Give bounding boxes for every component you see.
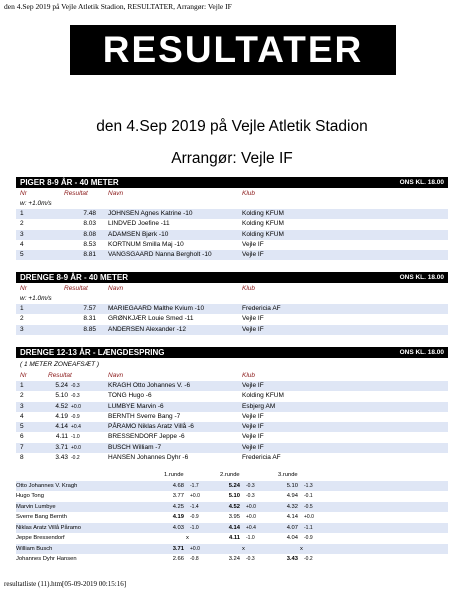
athlete-name: Sverre Bang Bernth xyxy=(16,514,67,520)
attempt-row xyxy=(16,512,448,523)
wind: -0.9 xyxy=(71,413,80,420)
attempt-2-result: 5.24 xyxy=(228,482,240,489)
result: 8.85 xyxy=(83,325,96,333)
page-footer: resultatliste (11).htm[05-09-2019 00:15:16] xyxy=(4,580,127,588)
result-row xyxy=(16,250,448,260)
athlete-name: BUSCH William -7 xyxy=(108,443,162,451)
athlete-name: KORTNUM Smilla Maj -10 xyxy=(108,240,184,248)
result: 8.08 xyxy=(83,230,96,238)
col-nr: Nr xyxy=(20,372,27,379)
column-headers xyxy=(16,370,448,381)
attempt-1-wind: -1.0 xyxy=(190,524,199,531)
attempt-1-result: 3.77 xyxy=(172,493,184,499)
col-result: Resultat xyxy=(64,190,88,197)
attempt-row xyxy=(16,502,448,513)
attempt-2-wind: -0.3 xyxy=(246,482,255,489)
athlete-name: ANDERSEN Alexander -12 xyxy=(108,325,187,333)
club-name: Vejle IF xyxy=(242,412,264,420)
col-nr: Nr xyxy=(20,190,27,197)
attempt-1-wind: +0.0 xyxy=(190,493,200,499)
venue-line: den 4.Sep 2019 på Vejle Atletik Stadion xyxy=(96,118,368,135)
athlete-name: Niklas Aratz Villå Påramo xyxy=(16,524,81,531)
club-name: Vejle IF xyxy=(242,382,264,389)
col-name: Navn xyxy=(108,190,124,197)
attempt-2-wind: -0.3 xyxy=(246,556,255,562)
attempt-3-result: 4.04 xyxy=(286,535,298,541)
place: 4 xyxy=(20,240,24,248)
attempt-2-wind: -0.3 xyxy=(246,493,255,499)
attempt-2-result: 4.14 xyxy=(228,524,240,531)
result: 5.24 xyxy=(55,382,68,389)
attempt-3-wind: -1.1 xyxy=(304,524,313,531)
section-title: PIGER 8-9 ÅR - 40 METER xyxy=(20,178,119,187)
club-name: Kolding KFUM xyxy=(242,210,284,217)
result-row xyxy=(16,325,448,335)
athlete-name: ADAMSEN Bjørk -10 xyxy=(108,230,169,238)
attempt-3-wind: -0.9 xyxy=(304,535,313,541)
club-name: Vejle IF xyxy=(242,315,264,323)
attempt-row xyxy=(16,544,448,555)
col-result: Resultat xyxy=(48,372,72,379)
attempt-1-wind: -0.9 xyxy=(190,514,199,520)
result-row xyxy=(16,443,448,453)
club-name: Fredericia AF xyxy=(242,454,281,462)
attempt-3-wind: -0.1 xyxy=(304,493,313,499)
result-row xyxy=(16,209,448,219)
section-piger-40m xyxy=(16,177,448,260)
result-row xyxy=(16,381,448,391)
club-name: Vejle IF xyxy=(242,251,264,259)
result: 3.43 xyxy=(55,454,68,462)
athlete-name: PÅRAMO Niklas Aratz Villå -6 xyxy=(108,423,194,431)
column-headers xyxy=(16,188,448,199)
attempt-2-result: 5.10 xyxy=(228,493,240,499)
attempt-3-wind: -0.2 xyxy=(304,556,313,562)
attempt-1-result: x xyxy=(186,535,189,541)
place: 6 xyxy=(20,433,24,441)
attempt-2-result: 3.24 xyxy=(228,556,240,562)
col-name: Navn xyxy=(108,372,124,379)
attempt-2-wind: +0.0 xyxy=(246,514,256,520)
athlete-name: VANGSGAARD Nanna Bergholt -10 xyxy=(108,251,212,259)
attempt-2-wind: +0.0 xyxy=(246,503,256,510)
attempt-3-result: 4.94 xyxy=(286,493,298,499)
attempt-1-result: 2.66 xyxy=(172,556,184,562)
page-header: den 4.Sep 2019 på Vejle Atletik Stadion, RESULTATER, Arrangør: Vejle IF xyxy=(4,2,232,11)
result-row xyxy=(16,453,448,463)
place: 3 xyxy=(20,325,24,333)
result: 8.31 xyxy=(83,315,96,323)
result: 4.52 xyxy=(55,402,68,410)
col-club: Klub xyxy=(242,372,256,379)
result-row xyxy=(16,240,448,250)
attempt-2-result: 4.11 xyxy=(229,535,240,541)
athlete-name: Jeppe Bressendorf xyxy=(16,535,65,541)
result-row xyxy=(16,304,448,314)
athlete-name: HANSEN Johannes Dyhr -6 xyxy=(108,454,189,462)
athlete-name: JOHNSEN Agnes Katrine -10 xyxy=(108,210,193,217)
club-name: Vejle IF xyxy=(242,325,264,333)
attempt-3-result: x xyxy=(300,545,303,552)
result-row xyxy=(16,391,448,401)
athlete-name: Otto Johannes V. Kragh xyxy=(16,482,78,489)
section-time: ONS KL. 18.00 xyxy=(399,179,444,186)
section-header xyxy=(16,347,448,358)
attempt-2-wind: -1.0 xyxy=(246,535,255,541)
attempt-row xyxy=(16,523,448,534)
section-header xyxy=(16,177,448,188)
club-name: Kolding KFUM xyxy=(242,392,284,400)
result: 7.48 xyxy=(83,210,96,217)
rounds-header xyxy=(16,470,448,481)
club-name: Vejle IF xyxy=(242,240,264,248)
wind: -0.3 xyxy=(71,383,80,389)
result-row xyxy=(16,422,448,432)
result-row xyxy=(16,412,448,422)
attempt-row xyxy=(16,533,448,544)
result-row xyxy=(16,219,448,229)
section-drenge-laengdespring xyxy=(16,347,448,463)
attempt-1-result: 4.03 xyxy=(172,524,184,531)
club-name: Kolding KFUM xyxy=(242,220,284,228)
wind: +0.0 xyxy=(71,403,81,410)
section-header xyxy=(16,272,448,283)
section-title: DRENGE 12-13 ÅR - LÆNGDESPRING xyxy=(20,348,165,357)
place: 5 xyxy=(20,251,24,259)
column-headers xyxy=(16,283,448,294)
wind: -0.3 xyxy=(71,393,80,400)
attempt-3-wind: +0.0 xyxy=(304,514,314,520)
result-row xyxy=(16,432,448,442)
result-row xyxy=(16,402,448,412)
attempt-1-wind: +0.0 xyxy=(190,545,200,552)
organizer-line: Arrangør: Vejle IF xyxy=(171,150,293,167)
wind-note: w: +1.0m/s xyxy=(20,200,52,207)
col-nr: Nr xyxy=(20,285,27,292)
wind: -1.0 xyxy=(71,434,80,441)
wind: -0.2 xyxy=(71,455,80,462)
attempt-1-wind: -1.7 xyxy=(190,482,199,489)
attempt-1-wind: -1.4 xyxy=(190,503,199,510)
place: 8 xyxy=(20,454,24,462)
club-name: Fredericia AF xyxy=(242,305,281,312)
attempt-3-wind: -0.5 xyxy=(304,503,313,510)
attempt-1-result: 4.25 xyxy=(172,503,184,510)
col-name: Navn xyxy=(108,285,124,292)
wind: +0.0 xyxy=(71,444,81,451)
round-3-label: 3.runde xyxy=(278,472,298,478)
attempt-3-wind: -1.3 xyxy=(304,482,313,489)
attempt-2-result: 3.95 xyxy=(228,514,240,520)
athlete-name: TONG Hugo -6 xyxy=(108,392,152,400)
place: 7 xyxy=(20,443,24,451)
place: 3 xyxy=(20,230,24,238)
athlete-name: Johannes Dyhr Hansen xyxy=(16,556,77,562)
club-name: Esbjerg AM xyxy=(242,402,276,410)
section-time: ONS KL. 18.00 xyxy=(399,274,444,281)
results-banner: RESULTATER xyxy=(70,25,396,75)
attempt-1-result: 3.71 xyxy=(172,545,184,552)
result: 8.53 xyxy=(83,240,96,248)
section-drenge-40m xyxy=(16,272,448,335)
col-result: Resultat xyxy=(64,285,88,292)
attempt-2-result: 4.52 xyxy=(228,503,240,510)
result: 8.81 xyxy=(83,251,96,259)
attempt-row xyxy=(16,554,448,565)
attempt-2-result: x xyxy=(242,545,245,552)
result: 4.14 xyxy=(55,423,68,431)
col-club: Klub xyxy=(242,285,256,292)
attempt-3-result: 5.10 xyxy=(286,482,298,489)
attempt-row xyxy=(16,491,448,502)
round-1-label: 1.runde xyxy=(164,472,184,478)
attempt-3-result: 4.07 xyxy=(286,524,298,531)
athlete-name: Marvin Lumbye xyxy=(16,503,56,510)
attempt-2-wind: +0.4 xyxy=(246,524,256,531)
attempt-3-result: 3.43 xyxy=(286,556,298,562)
athlete-name: LUMBYE Marvin -6 xyxy=(108,402,164,410)
result: 5.10 xyxy=(55,392,68,400)
attempt-3-result: 4.14 xyxy=(286,514,298,520)
result: 4.19 xyxy=(55,412,68,420)
place: 4 xyxy=(20,412,24,420)
club-name: Vejle IF xyxy=(242,433,264,441)
attempt-1-result: 4.19 xyxy=(172,514,184,520)
athlete-name: William Busch xyxy=(16,545,53,552)
result-row xyxy=(16,314,448,324)
athlete-name: Hugo Tong xyxy=(16,493,44,499)
athlete-name: MARIEGAARD Malthe Kvium -10 xyxy=(108,305,205,312)
col-club: Klub xyxy=(242,190,256,197)
attempt-row xyxy=(16,481,448,492)
attempt-1-result: 4.68 xyxy=(172,482,184,489)
result: 4.11 xyxy=(55,433,68,441)
place: 1 xyxy=(20,305,24,312)
athlete-name: BRESSENDORF Jeppe -6 xyxy=(108,433,185,441)
zone-note: ( 1 METER ZONEAFSÆT ) xyxy=(20,361,100,368)
wind: +0.4 xyxy=(71,424,81,431)
club-name: Vejle IF xyxy=(242,443,264,451)
athlete-name: BERNTH Sverre Bang -7 xyxy=(108,412,181,420)
place: 3 xyxy=(20,402,24,410)
result-row xyxy=(16,230,448,240)
wind-note: w: +1.0m/s xyxy=(20,295,52,302)
athlete-name: LINDVED Joefine -11 xyxy=(108,220,170,228)
attempt-1-wind: -0.8 xyxy=(190,556,199,562)
place: 2 xyxy=(20,392,24,400)
section-time: ONS KL. 18.00 xyxy=(399,349,444,356)
section-title: DRENGE 8-9 ÅR - 40 METER xyxy=(20,273,129,282)
place: 1 xyxy=(20,210,24,217)
club-name: Vejle IF xyxy=(242,423,264,431)
attempt-3-result: 4.32 xyxy=(286,503,298,510)
place: 2 xyxy=(20,315,24,323)
athlete-name: GRØNKJÆR Louie Smed -11 xyxy=(108,315,194,323)
athlete-name: KRAGH Otto Johannes V. -6 xyxy=(108,382,191,389)
round-2-label: 2.runde xyxy=(220,472,240,478)
attempts-table xyxy=(16,470,448,565)
result: 8.03 xyxy=(83,220,96,228)
result: 7.57 xyxy=(83,305,96,312)
place: 5 xyxy=(20,423,24,431)
result: 3.71 xyxy=(55,443,68,451)
place: 1 xyxy=(20,382,24,389)
club-name: Kolding KFUM xyxy=(242,230,284,238)
place: 2 xyxy=(20,220,24,228)
